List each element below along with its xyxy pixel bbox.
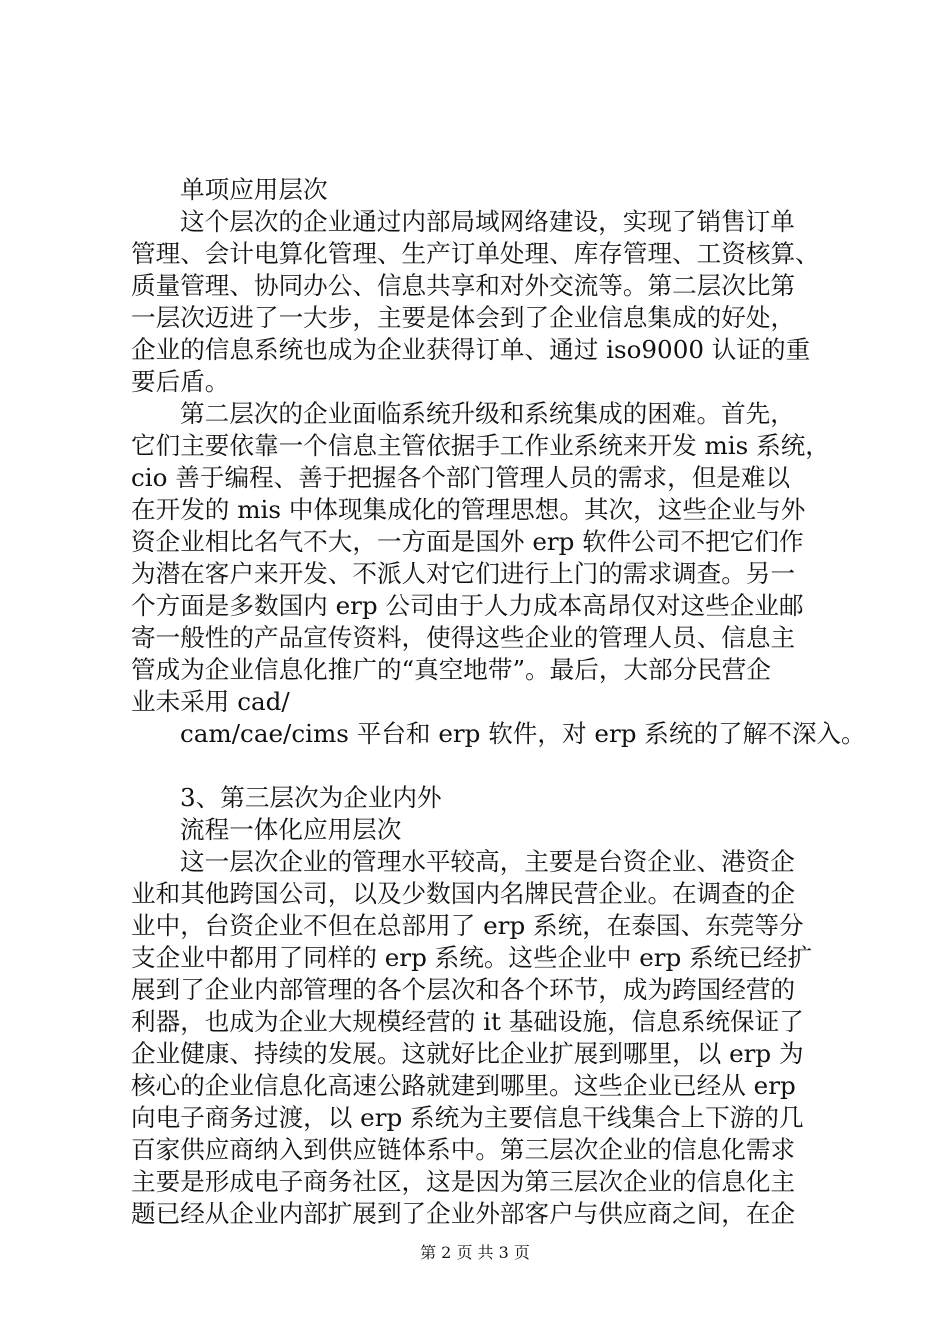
text-line: 个方面是多数国内 erp 公司由于人力成本高昂仅对这些企业邮 [131,591,804,620]
text-line: 向电子商务过渡，以 erp 系统为主要信息干线集合上下游的几 [131,1103,804,1132]
text-line: 为潜在客户来开发、不派人对它们进行上门的需求调查。另一 [131,559,796,588]
text-line: 资企业相比名气不大，一方面是国外 erp 软件公司不把它们作 [131,527,804,556]
text-line: 企业的信息系统也成为企业获得订单、通过 iso9000 认证的重 [131,335,811,364]
text-line: cam/cae/cims 平台和 erp 软件，对 erp 系统的了解不深入。 [180,719,866,748]
text-line: 这个层次的企业通过内部局域网络建设，实现了销售订单 [180,207,795,236]
text-line: 核心的企业信息化高速公路就建到哪里。这些企业已经从 erp [131,1071,796,1100]
text-line: 展到了企业内部管理的各个层次和各个环节，成为跨国经营的 [131,975,796,1004]
text-line: 第二层次的企业面临系统升级和系统集成的困难。首先， [180,399,795,428]
text-line: 业未采用 cad/ [131,687,290,716]
page-footer: 第 2 页 共 3 页 [420,1243,530,1262]
text-line: 题已经从企业内部扩展到了企业外部客户与供应商之间，在企 [131,1199,796,1228]
text-line: 主要是形成电子商务社区，这是因为第三层次企业的信息化主 [131,1167,796,1196]
text-line: 一层次迈进了一大步，主要是体会到了企业信息集成的好处， [131,303,796,332]
text-line: 流程一体化应用层次 [180,815,402,844]
text-line: 管成为企业信息化推广的“真空地带”。最后，大部分民营企 [131,655,771,684]
text-line: 这一层次企业的管理水平较高，主要是台资企业、港资企 [180,847,795,876]
text-line: cio 善于编程、善于把握各个部门管理人员的需求，但是难以 [131,463,791,492]
text-line: 业中，台资企业不但在总部用了 erp 系统，在泰国、东莞等分 [131,911,804,940]
text-line: 要后盾。 [131,367,230,396]
text-line: 单项应用层次 [180,175,328,204]
text-line: 3、第三层次为企业内外 [180,783,442,812]
text-line: 业和其他跨国公司，以及少数国内名牌民营企业。在调查的企 [131,879,796,908]
text-line: 利器，也成为企业大规模经营的 it 基础设施，信息系统保证了 [131,1007,804,1036]
text-line: 企业健康、持续的发展。这就好比企业扩展到哪里，以 erp 为 [131,1039,804,1068]
text-line: 管理、会计电算化管理、生产订单处理、库存管理、工资核算、 [131,239,820,268]
text-line: 支企业中都用了同样的 erp 系统。这些企业中 erp 系统已经扩 [131,943,813,972]
text-line: 它们主要依靠一个信息主管依据手工作业系统来开发 mis 系统， [131,431,830,460]
text-line: 质量管理、协同办公、信息共享和对外交流等。第二层次比第 [131,271,796,300]
text-line: 寄一般性的产品宣传资料，使得这些企业的管理人员、信息主 [131,623,796,652]
text-line: 百家供应商纳入到供应链体系中。第三层次企业的信息化需求 [131,1135,796,1164]
text-line: 在开发的 mis 中体现集成化的管理思想。其次，这些企业与外 [131,495,806,524]
